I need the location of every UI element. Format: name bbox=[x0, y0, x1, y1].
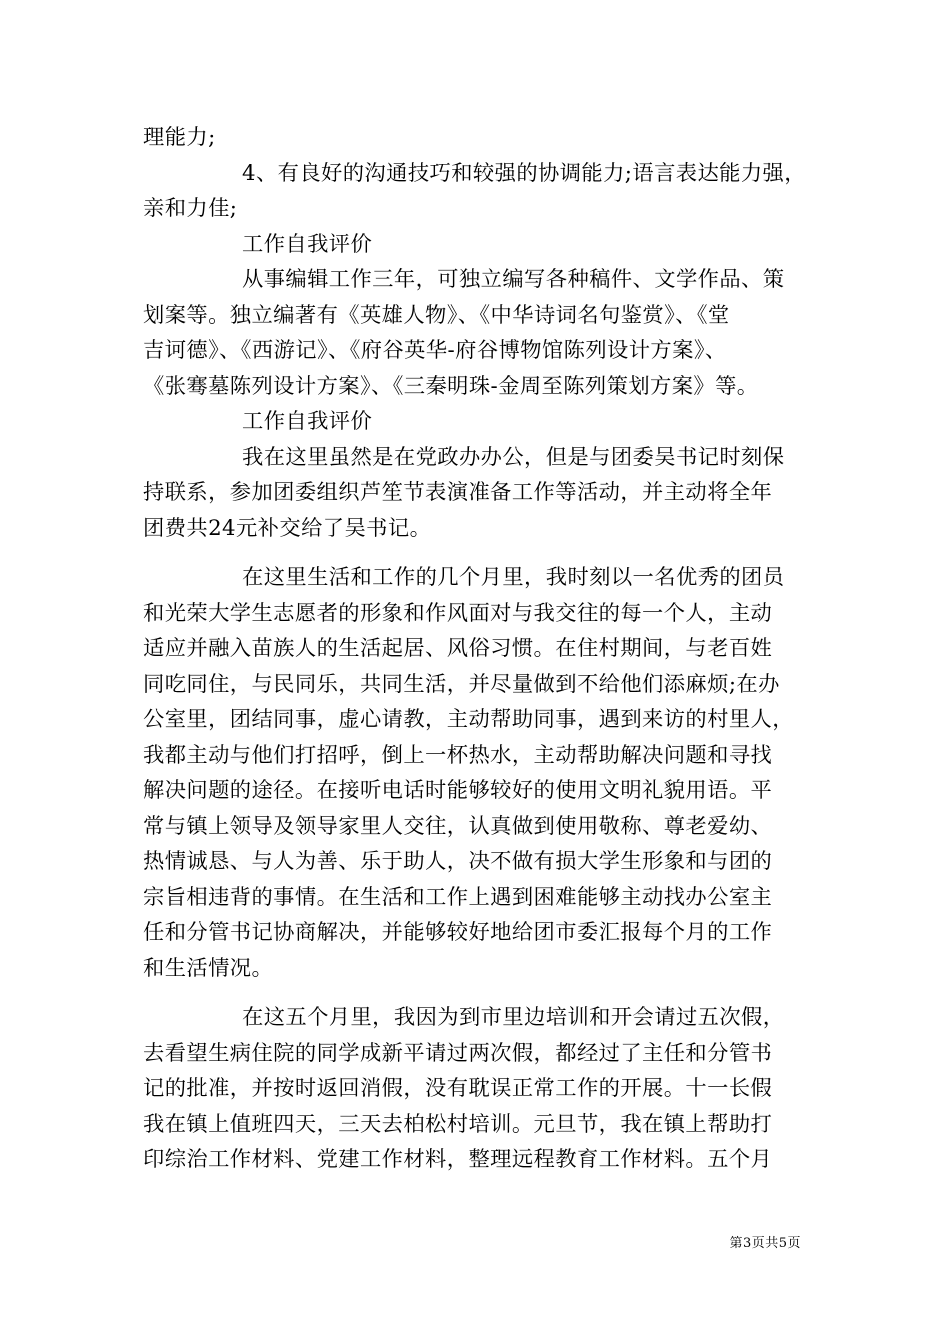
text-line: 和光荣大学生志愿者的形象和作风面对与我交往的每一个人，主动 bbox=[143, 600, 773, 626]
text-line: 印综治工作材料、党建工作材料，整理远程教育工作材料。五个月 bbox=[143, 1147, 773, 1172]
text-line: 《张骞墓陈列设计方案》、《三秦明珠-金周至陈列策划方案》等。 bbox=[143, 373, 759, 399]
document-body bbox=[143, 120, 815, 1178]
text-line: 公室里，团结同事，虚心请教，主动帮助同事，遇到来访的村里人， bbox=[143, 707, 794, 732]
text-line: 宗旨相违背的事情。在生活和工作上遇到困难能够主动找办公室主 bbox=[143, 884, 773, 910]
text-line: 解决问题的途径。在接听电话时能够较好的使用文明礼貌用语。平 bbox=[143, 778, 773, 803]
text-line: 任和分管书记协商解决，并能够较好地给团市委汇报每个月的工作 bbox=[143, 920, 773, 945]
section-heading: 工作自我评价 bbox=[242, 409, 373, 434]
text-line: 4、有良好的沟通技巧和较强的协调能力;语言表达能力强， bbox=[242, 160, 806, 186]
text-line: 划案等。独立编著有《英雄人物》、《中华诗词名句鉴赏》、《堂 bbox=[143, 302, 730, 328]
section-heading: 工作自我评价 bbox=[242, 231, 373, 257]
text-line: 我都主动与他们打招呼，倒上一杯热水，主动帮助解决问题和寻找 bbox=[143, 742, 773, 768]
text-line: 在这五个月里，我因为到市里边培训和开会请过五次假， bbox=[242, 1005, 785, 1030]
text-line: 去看望生病住院的同学成新平请过两次假，都经过了主任和分管书 bbox=[143, 1040, 773, 1066]
text-line: 在这里生活和工作的几个月里，我时刻以一名优秀的团员 bbox=[242, 565, 785, 590]
page-number: 第3页共5页 bbox=[729, 1236, 801, 1251]
text-line: 亲和力佳; bbox=[143, 196, 238, 221]
text-line: 持联系，参加团委组织芦笙节表演准备工作等活动，并主动将全年 bbox=[143, 480, 773, 505]
text-line: 我在镇上值班四天，三天去柏松村培训。元旦节，我在镇上帮助打 bbox=[143, 1111, 773, 1137]
text-line: 从事编辑工作三年，可独立编写各种稿件、文学作品、策 bbox=[242, 267, 785, 292]
text-line: 记的批准，并按时返回消假，没有耽误正常工作的开展。十一长假 bbox=[143, 1076, 773, 1101]
text-line: 常与镇上领导及领导家里人交往，认真做到使用敬称、尊老爱幼、 bbox=[143, 813, 773, 839]
text-line: 同吃同住，与民同乐，共同生活，并尽量做到不给他们添麻烦;在办 bbox=[143, 671, 780, 697]
text-line: 我在这里虽然是在党政办办公，但是与团委吴书记时刻保 bbox=[242, 444, 785, 470]
text-line: 理能力; bbox=[143, 125, 216, 150]
text-line: 吉诃德》、《西游记》、《府谷英华-府谷博物馆陈列设计方案》、 bbox=[143, 338, 727, 363]
text-line: 和生活情况。 bbox=[143, 955, 274, 981]
text-line: 适应并融入苗族人的生活起居、风俗习惯。在住村期间，与老百姓 bbox=[143, 636, 773, 661]
text-line: 团费共24元补交给了吴书记。 bbox=[143, 515, 432, 541]
text-line: 热情诚恳、与人为善、乐于助人，决不做有损大学生形象和与团的 bbox=[143, 849, 773, 874]
